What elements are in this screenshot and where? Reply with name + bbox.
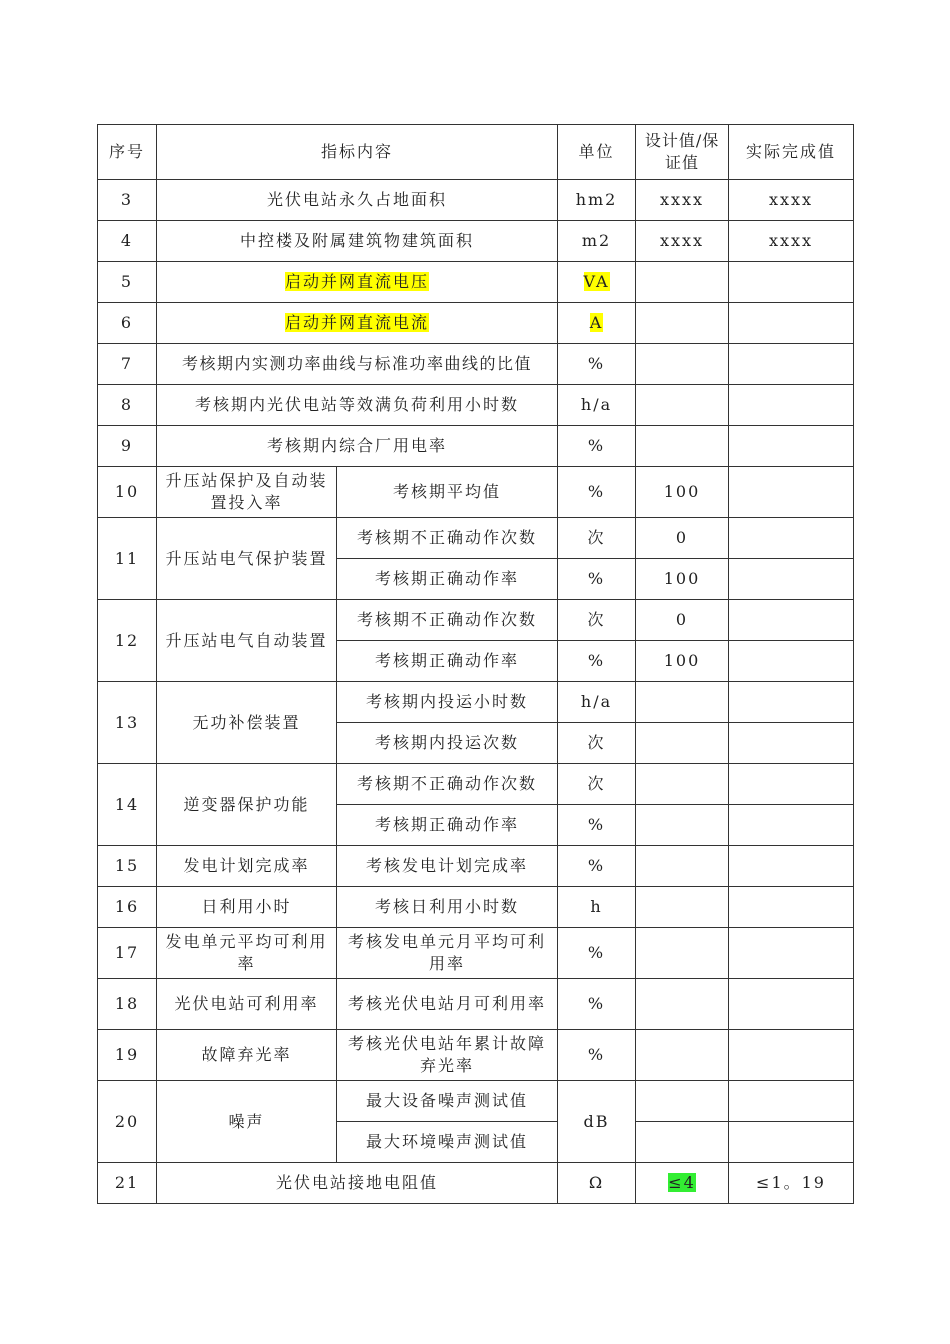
row-item: 中控楼及附属建筑物建筑面积 <box>157 221 558 262</box>
row-number: 4 <box>98 221 157 262</box>
table-row <box>98 518 854 559</box>
row-item: 逆变器保护功能 <box>157 764 337 846</box>
table-row <box>98 764 854 805</box>
header-unit: 单位 <box>558 125 636 180</box>
row-number: 21 <box>98 1163 157 1204</box>
row-unit: hm2 <box>558 180 636 221</box>
row-design: 100 <box>636 559 729 600</box>
row-unit: 次 <box>558 600 636 641</box>
row-actual <box>729 303 854 344</box>
row-unit: h/a <box>558 385 636 426</box>
row-unit: h <box>558 887 636 928</box>
row-item: 日利用小时 <box>157 887 337 928</box>
row-actual <box>729 764 854 805</box>
row-design <box>636 262 729 303</box>
row-design <box>636 426 729 467</box>
row-design <box>636 303 729 344</box>
row-unit: 次 <box>558 518 636 559</box>
row-number: 11 <box>98 518 157 600</box>
row-subitem: 考核期正确动作率 <box>337 559 558 600</box>
row-design: 100 <box>636 641 729 682</box>
row-design <box>636 682 729 723</box>
row-design: xxxx <box>636 221 729 262</box>
row-design <box>636 979 729 1030</box>
row-unit: % <box>558 928 636 979</box>
row-actual <box>729 1122 854 1163</box>
row-item: 考核期内综合厂用电率 <box>157 426 558 467</box>
row-number: 19 <box>98 1030 157 1081</box>
row-actual <box>729 600 854 641</box>
row-actual <box>729 723 854 764</box>
row-unit: Ω <box>558 1163 636 1204</box>
row-item <box>157 303 558 344</box>
row-design: 100 <box>636 467 729 518</box>
row-unit <box>558 303 636 344</box>
row-subitem: 考核期正确动作率 <box>337 641 558 682</box>
row-number: 8 <box>98 385 157 426</box>
table-row <box>98 262 854 303</box>
row-subitem: 考核期内投运次数 <box>337 723 558 764</box>
row-unit: 次 <box>558 764 636 805</box>
row-actual <box>729 928 854 979</box>
row-item: 考核期内实测功率曲线与标准功率曲线的比值 <box>157 344 558 385</box>
row-number: 10 <box>98 467 157 518</box>
table-row <box>98 467 854 518</box>
row-item: 升压站电气保护装置 <box>157 518 337 600</box>
row-unit: % <box>558 467 636 518</box>
table-row <box>98 600 854 641</box>
row-actual <box>729 805 854 846</box>
row-subitem: 考核期平均值 <box>337 467 558 518</box>
row-unit: % <box>558 344 636 385</box>
row-number: 7 <box>98 344 157 385</box>
row-unit: dB <box>558 1081 636 1163</box>
header-indicator: 指标内容 <box>157 125 558 180</box>
row-design <box>636 846 729 887</box>
row-actual: xxxx <box>729 180 854 221</box>
row-number: 5 <box>98 262 157 303</box>
row-actual <box>729 682 854 723</box>
row-actual: ≤1。19 <box>729 1163 854 1204</box>
table-row <box>98 887 854 928</box>
table-row <box>98 180 854 221</box>
row-number: 20 <box>98 1081 157 1163</box>
row-design <box>636 1122 729 1163</box>
row-subitem: 考核期不正确动作次数 <box>337 764 558 805</box>
row-item: 故障弃光率 <box>157 1030 337 1081</box>
row-design <box>636 887 729 928</box>
row-design <box>636 1163 729 1204</box>
row-subitem: 考核日利用小时数 <box>337 887 558 928</box>
header-actual: 实际完成值 <box>729 125 854 180</box>
row-item <box>157 262 558 303</box>
row-item: 无功补偿装置 <box>157 682 337 764</box>
highlighted-unit: A <box>589 313 604 332</box>
table-row <box>98 303 854 344</box>
table-row <box>98 426 854 467</box>
row-subitem: 考核期不正确动作次数 <box>337 600 558 641</box>
row-actual <box>729 979 854 1030</box>
header-design: 设计值/保证值 <box>636 125 729 180</box>
row-subitem: 考核发电单元月平均可利用率 <box>337 928 558 979</box>
table-row <box>98 682 854 723</box>
table-row <box>98 928 854 979</box>
row-number: 3 <box>98 180 157 221</box>
row-unit: % <box>558 426 636 467</box>
row-number: 18 <box>98 979 157 1030</box>
row-unit: % <box>558 641 636 682</box>
row-number: 9 <box>98 426 157 467</box>
row-design <box>636 385 729 426</box>
highlighted-text: 启动并网直流电压 <box>285 272 430 291</box>
row-subitem: 考核光伏电站年累计故障弃光率 <box>337 1030 558 1081</box>
row-subitem: 考核期不正确动作次数 <box>337 518 558 559</box>
table-row <box>98 344 854 385</box>
row-actual <box>729 467 854 518</box>
row-actual <box>729 887 854 928</box>
row-actual <box>729 846 854 887</box>
row-item: 光伏电站接地电阻值 <box>157 1163 558 1204</box>
table-row <box>98 1030 854 1081</box>
row-design: 0 <box>636 518 729 559</box>
row-subitem: 最大设备噪声测试值 <box>337 1081 558 1122</box>
row-actual <box>729 344 854 385</box>
row-actual <box>729 641 854 682</box>
row-unit: m2 <box>558 221 636 262</box>
row-actual <box>729 1081 854 1122</box>
row-subitem: 最大环境噪声测试值 <box>337 1122 558 1163</box>
row-subitem: 考核期正确动作率 <box>337 805 558 846</box>
row-item: 光伏电站可利用率 <box>157 979 337 1030</box>
table-row <box>98 979 854 1030</box>
row-item: 升压站保护及自动装置投入率 <box>157 467 337 518</box>
row-design <box>636 928 729 979</box>
row-design <box>636 723 729 764</box>
table-row <box>98 221 854 262</box>
row-design <box>636 1030 729 1081</box>
row-unit: h/a <box>558 682 636 723</box>
row-design <box>636 1081 729 1122</box>
row-item: 光伏电站永久占地面积 <box>157 180 558 221</box>
row-item: 发电单元平均可利用率 <box>157 928 337 979</box>
row-number: 6 <box>98 303 157 344</box>
row-design: xxxx <box>636 180 729 221</box>
row-item: 升压站电气自动装置 <box>157 600 337 682</box>
row-subitem: 考核光伏电站月可利用率 <box>337 979 558 1030</box>
row-actual <box>729 262 854 303</box>
row-actual <box>729 426 854 467</box>
row-subitem: 考核发电计划完成率 <box>337 846 558 887</box>
table-row <box>98 1163 854 1204</box>
row-number: 13 <box>98 682 157 764</box>
row-actual <box>729 518 854 559</box>
row-design <box>636 344 729 385</box>
row-item: 噪声 <box>157 1081 337 1163</box>
row-number: 17 <box>98 928 157 979</box>
header-row <box>98 125 854 180</box>
row-number: 16 <box>98 887 157 928</box>
row-item: 考核期内光伏电站等效满负荷利用小时数 <box>157 385 558 426</box>
row-number: 12 <box>98 600 157 682</box>
row-design <box>636 764 729 805</box>
highlighted-design: ≤4 <box>668 1173 696 1192</box>
row-unit: % <box>558 979 636 1030</box>
row-number: 15 <box>98 846 157 887</box>
table-row <box>98 385 854 426</box>
row-actual <box>729 1030 854 1081</box>
table-row <box>98 846 854 887</box>
indicator-table <box>97 124 854 1204</box>
row-actual: xxxx <box>729 221 854 262</box>
highlighted-unit: VA <box>583 272 610 291</box>
row-design: 0 <box>636 600 729 641</box>
header-index: 序号 <box>98 125 157 180</box>
row-number: 14 <box>98 764 157 846</box>
row-unit: 次 <box>558 723 636 764</box>
row-unit: % <box>558 1030 636 1081</box>
highlighted-text: 启动并网直流电流 <box>285 313 430 332</box>
row-design <box>636 805 729 846</box>
row-subitem: 考核期内投运小时数 <box>337 682 558 723</box>
table-row <box>98 1081 854 1122</box>
row-unit: % <box>558 846 636 887</box>
row-unit <box>558 262 636 303</box>
row-unit: % <box>558 805 636 846</box>
row-item: 发电计划完成率 <box>157 846 337 887</box>
row-actual <box>729 559 854 600</box>
row-unit: % <box>558 559 636 600</box>
row-actual <box>729 385 854 426</box>
